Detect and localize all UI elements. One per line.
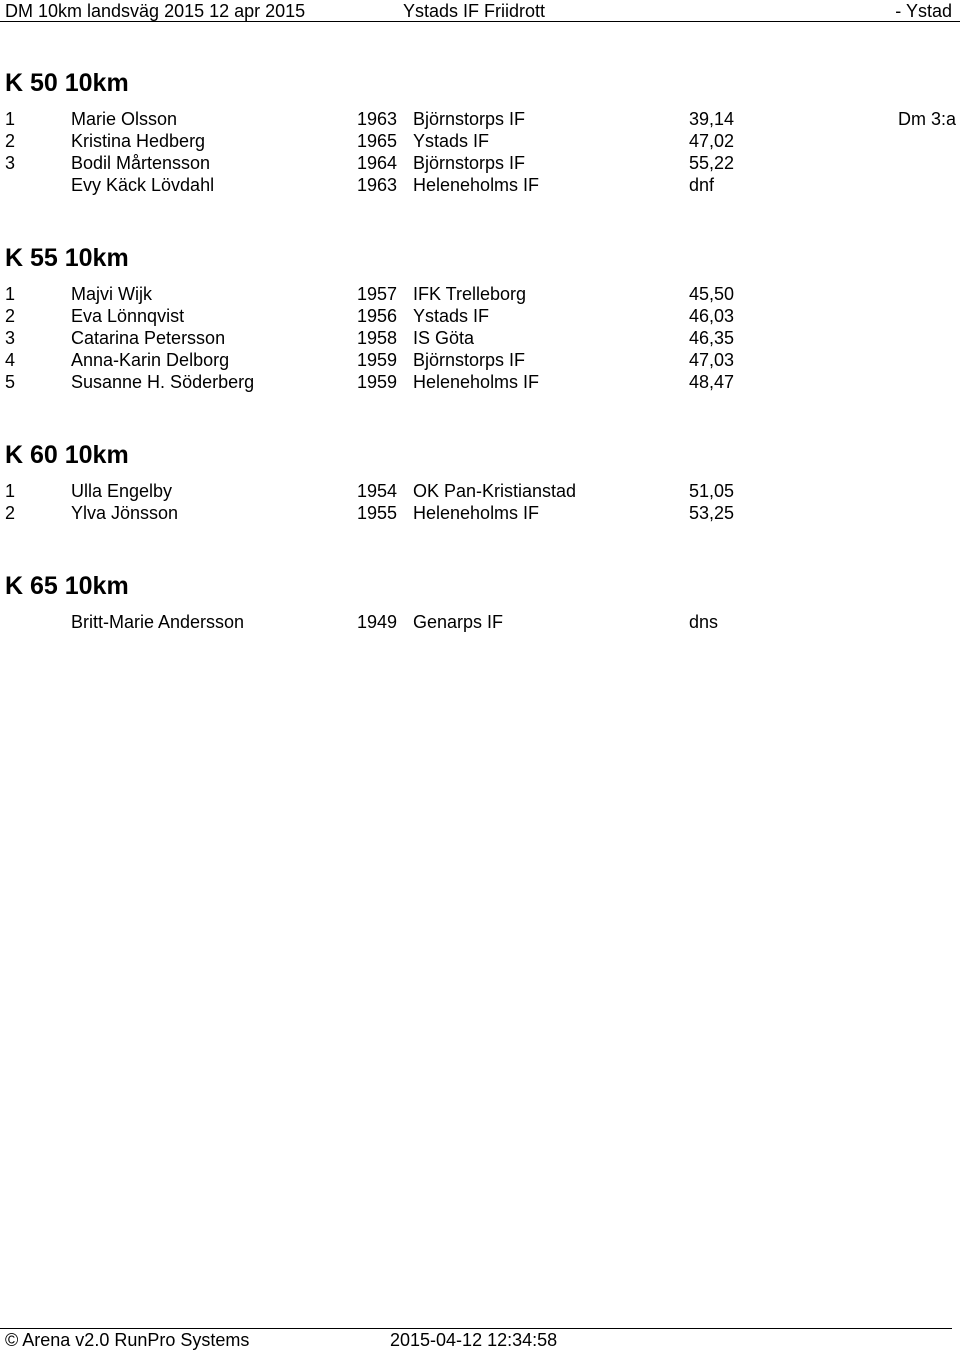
athlete-name: Ulla Engelby — [71, 481, 173, 501]
table-row — [0, 108, 960, 130]
athlete-club: OK Pan-Kristianstad — [413, 481, 577, 501]
athlete-name: Eva Lönnqvist — [71, 305, 185, 326]
table-row — [0, 174, 960, 196]
athlete-club: Björnstorps IF — [413, 349, 526, 370]
birth-year: 1949 — [357, 612, 398, 632]
athlete-name: Marie Olsson — [71, 109, 178, 129]
result-place: 1 — [5, 481, 16, 501]
birth-year: 1964 — [357, 152, 398, 173]
athlete-name: Bodil Mårtensson — [71, 152, 211, 173]
result-place: 5 — [5, 371, 16, 392]
birth-year: 1954 — [357, 481, 398, 501]
athlete-club: Heleneholms IF — [413, 174, 540, 195]
athlete-club: Genarps IF — [413, 612, 504, 632]
birth-year: 1959 — [357, 371, 398, 392]
athlete-name: Majvi Wijk — [71, 284, 152, 304]
table-row — [0, 480, 960, 502]
table-row — [0, 349, 960, 371]
table-row — [0, 327, 960, 349]
table-row — [0, 283, 960, 305]
section-title: K 55 10km — [5, 244, 129, 272]
result-time: 47,03 — [689, 349, 735, 370]
birth-year: 1963 — [357, 109, 398, 129]
result-place: 2 — [5, 130, 16, 151]
result-place: 4 — [5, 349, 16, 370]
event-title: DM 10km landsväg 2015 12 apr 2015 — [5, 1, 306, 21]
result-time: 55,22 — [689, 152, 735, 173]
result-time: 45,50 — [689, 284, 735, 304]
section-title: K 65 10km — [5, 572, 129, 600]
result-time: 53,25 — [689, 502, 735, 523]
athlete-name: Britt-Marie Andersson — [71, 612, 245, 632]
birth-year: 1958 — [357, 327, 398, 348]
result-place: 2 — [5, 502, 16, 523]
table-row — [0, 502, 960, 524]
result-note: Dm 3:a — [898, 109, 957, 129]
birth-year: 1963 — [357, 174, 398, 195]
athlete-name: Ylva Jönsson — [71, 502, 179, 523]
birth-year: 1957 — [357, 284, 398, 304]
athlete-name: Anna-Karin Delborg — [71, 349, 230, 370]
athlete-club: Heleneholms IF — [413, 502, 540, 523]
event-location: - Ystad — [895, 1, 952, 21]
footer-timestamp: 2015-04-12 12:34:58 — [390, 1330, 558, 1350]
athlete-club: Ystads IF — [413, 130, 490, 151]
athlete-club: Björnstorps IF — [413, 152, 526, 173]
result-time: 46,03 — [689, 305, 735, 326]
athlete-club: Ystads IF — [413, 305, 490, 326]
birth-year: 1959 — [357, 349, 398, 370]
athlete-name: Susanne H. Söderberg — [71, 371, 255, 392]
table-row — [0, 152, 960, 174]
result-time: dnf — [689, 174, 715, 195]
result-time: 47,02 — [689, 130, 735, 151]
result-time: 39,14 — [689, 109, 735, 129]
result-time: 48,47 — [689, 371, 735, 392]
birth-year: 1955 — [357, 502, 398, 523]
table-row — [0, 371, 960, 393]
section-title: K 60 10km — [5, 441, 129, 469]
result-time: 46,35 — [689, 327, 735, 348]
result-place: 1 — [5, 109, 16, 129]
athlete-name: Evy Käck Lövdahl — [71, 174, 215, 195]
athlete-club: IS Göta — [413, 327, 475, 348]
result-place: 1 — [5, 284, 16, 304]
table-row — [0, 305, 960, 327]
athlete-club: IFK Trelleborg — [413, 284, 527, 304]
birth-year: 1965 — [357, 130, 398, 151]
section-title: K 50 10km — [5, 69, 129, 97]
table-row — [0, 611, 960, 633]
result-time: 51,05 — [689, 481, 735, 501]
table-row — [0, 130, 960, 152]
result-place: 2 — [5, 305, 16, 326]
organizer-club: Ystads IF Friidrott — [403, 1, 546, 21]
footer-copyright: © Arena v2.0 RunPro Systems — [5, 1330, 250, 1350]
athlete-club: Björnstorps IF — [413, 109, 526, 129]
page-header — [0, 0, 960, 22]
header-divider — [0, 21, 960, 22]
page-footer — [0, 1329, 960, 1351]
athlete-club: Heleneholms IF — [413, 371, 540, 392]
birth-year: 1956 — [357, 305, 398, 326]
athlete-name: Catarina Petersson — [71, 327, 226, 348]
result-place: 3 — [5, 152, 16, 173]
athlete-name: Kristina Hedberg — [71, 130, 206, 151]
result-time: dns — [689, 612, 719, 632]
result-place: 3 — [5, 327, 16, 348]
